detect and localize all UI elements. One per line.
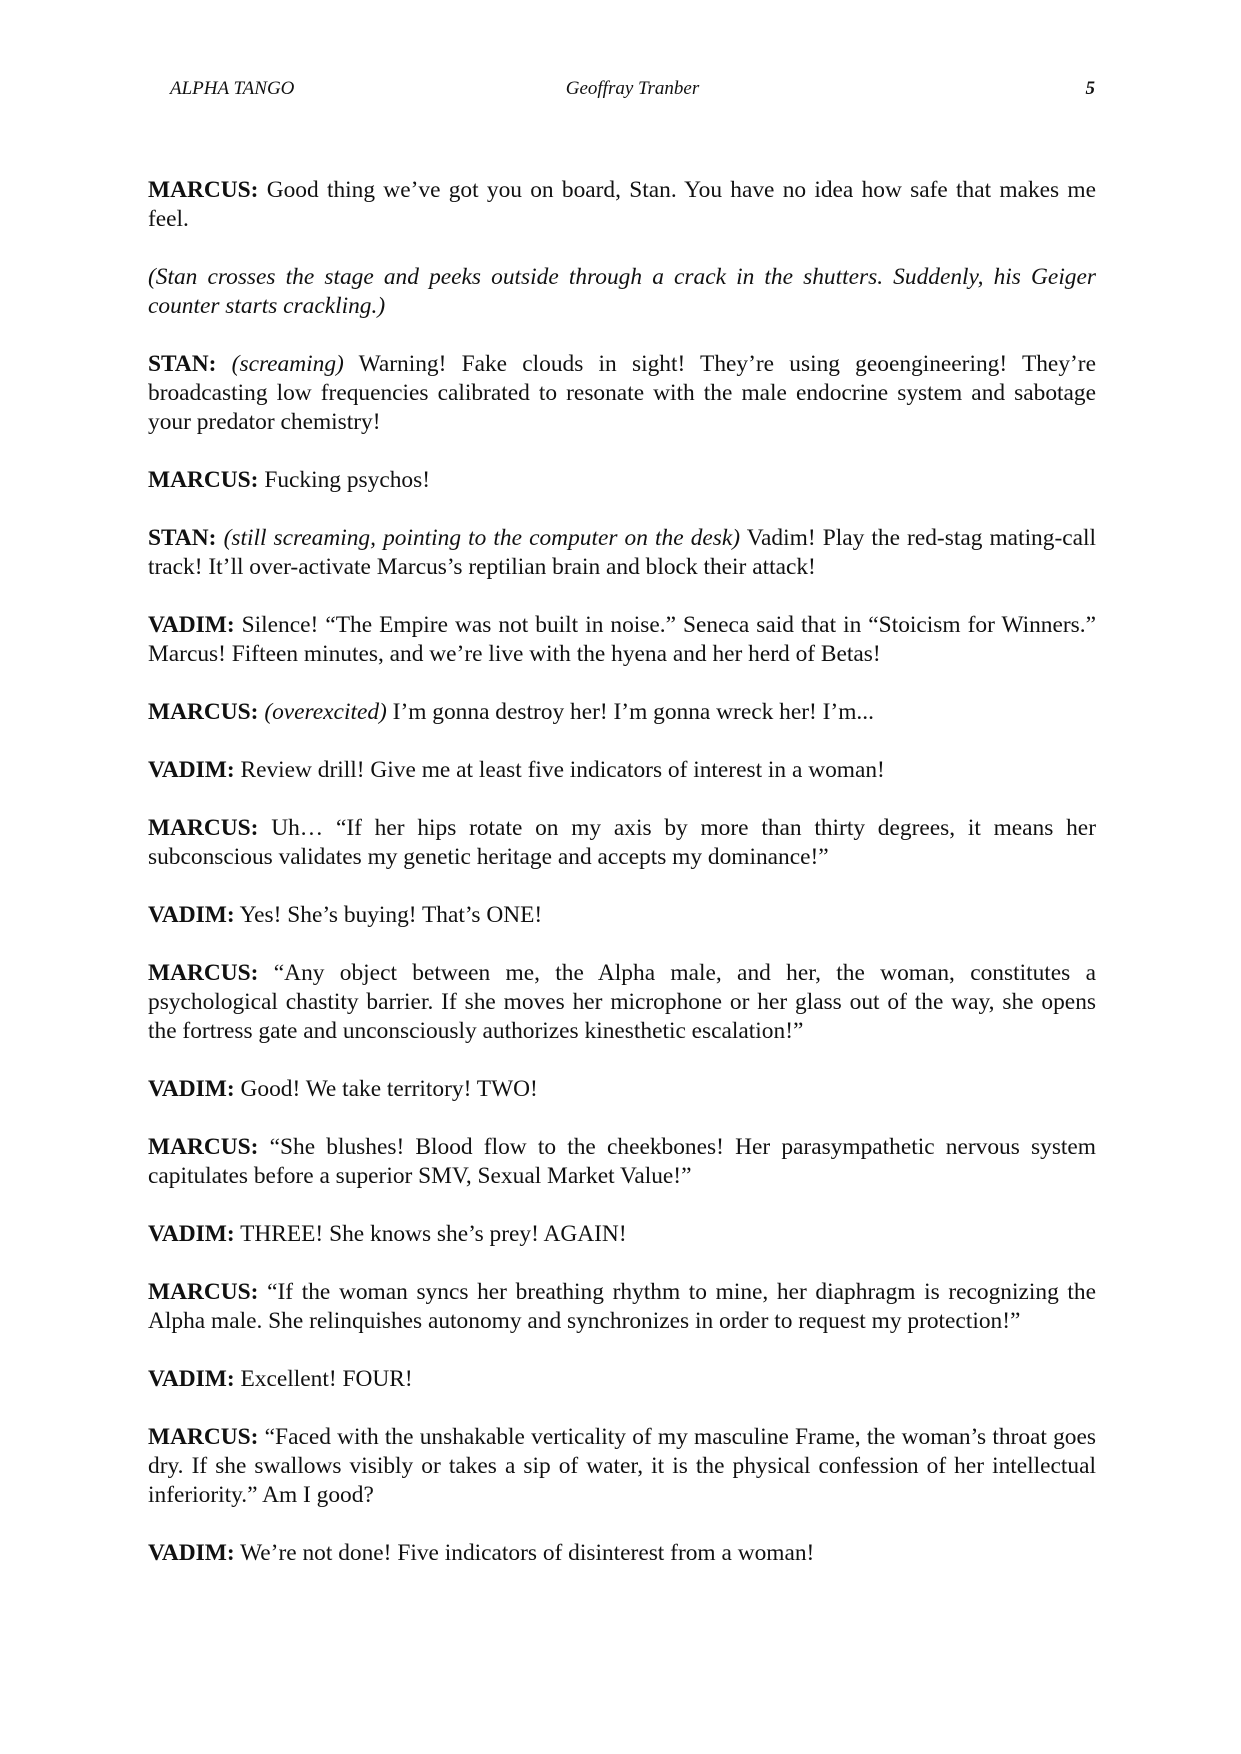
- dialogue-line: [148, 1220, 1096, 1249]
- speaker-name: MARCUS:: [148, 815, 259, 841]
- dialogue-line: [148, 814, 1096, 872]
- dialogue-text: Silence! “The Empire was not built in noise.” Seneca said that in “Stoicism for Winners.” Marcus! Fifteen minutes, and we’re live with the hyena and her herd of Betas!: [148, 612, 1096, 667]
- dialogue-text: “If the woman syncs her breathing rhythm to mine, her diaphragm is recognizing the Alpha male. She relinquishes autonomy and synchronizes in order to request my protection!”: [148, 1279, 1096, 1334]
- dialogue-line: [148, 350, 1096, 437]
- dialogue-line: [148, 1075, 1096, 1104]
- dialogue-line: [148, 611, 1096, 669]
- dialogue-line: [148, 959, 1096, 1046]
- dialogue-text: Excellent! FOUR!: [240, 1366, 413, 1392]
- dialogue-text: “Any object between me, the Alpha male, and her, the woman, constitutes a psychological chastity barrier. If she moves her microphone or her glass out of the way, she opens the fortress gate and unconsciously authorizes kinesthetic escalation!”: [148, 960, 1096, 1044]
- speaker-name: MARCUS:: [148, 1134, 259, 1160]
- parenthetical: (still screaming, pointing to the computer on the desk): [223, 525, 741, 551]
- dialogue-line: [148, 1423, 1096, 1510]
- dialogue-line: [148, 1365, 1096, 1394]
- speaker-name: MARCUS:: [148, 177, 259, 203]
- dialogue-text: THREE! She knows she’s prey! AGAIN!: [240, 1221, 627, 1247]
- page-header: [170, 78, 1095, 106]
- speaker-name: VADIM:: [148, 902, 235, 928]
- dialogue-line: [148, 176, 1096, 234]
- parenthetical: (screaming): [231, 351, 344, 377]
- speaker-name: MARCUS:: [148, 699, 259, 725]
- dialogue-line: [148, 1278, 1096, 1336]
- speaker-name: VADIM:: [148, 757, 235, 783]
- parenthetical: (overexcited): [264, 699, 387, 725]
- play-title: ALPHA TANGO: [170, 78, 295, 99]
- dialogue-text: “She blushes! Blood flow to the cheekbones! Her parasympathetic nervous system capitulates before a superior SMV, Sexual Market Value!”: [148, 1134, 1096, 1189]
- speaker-name: VADIM:: [148, 1076, 235, 1102]
- dialogue-text: Good thing we’ve got you on board, Stan. You have no idea how safe that makes me feel.: [148, 177, 1096, 232]
- dialogue-line: [148, 1133, 1096, 1191]
- speaker-name: VADIM:: [148, 1221, 235, 1247]
- dialogue-text: “Faced with the unshakable verticality of my masculine Frame, the woman’s throat goes dry. If she swallows visibly or takes a sip of water, it is the physical confession of her intellectual inferiority.” Am I good?: [148, 1424, 1096, 1508]
- dialogue-text: We’re not done! Five indicators of disinterest from a woman!: [240, 1540, 815, 1566]
- speaker-name: VADIM:: [148, 1540, 235, 1566]
- dialogue-line: [148, 756, 1096, 785]
- speaker-name: VADIM:: [148, 612, 235, 638]
- dialogue-line: [148, 524, 1096, 582]
- dialogue-text: Review drill! Give me at least five indicators of interest in a woman!: [240, 757, 885, 783]
- dialogue-line: [148, 1539, 1096, 1568]
- dialogue-text: Warning! Fake clouds in sight! They’re using geoengineering! They’re broadcasting low frequencies calibrated to resonate with the male endocrine system and sabotage your predator chemistry!: [148, 351, 1096, 435]
- author-name: Geoffray Tranber: [565, 78, 700, 99]
- dialogue-text: Uh… “If her hips rotate on my axis by more than thirty degrees, it means her subconscious validates my genetic heritage and accepts my dominance!”: [148, 815, 1096, 870]
- speaker-name: STAN:: [148, 525, 217, 551]
- dialogue-text: Fucking psychos!: [264, 467, 430, 493]
- dialogue-text: I’m gonna destroy her! I’m gonna wreck her! I’m...: [392, 699, 874, 725]
- dialogue-line: [148, 466, 1096, 495]
- page-number: 5: [1085, 78, 1095, 99]
- speaker-name: STAN:: [148, 351, 217, 377]
- dialogue-line: [148, 901, 1096, 930]
- speaker-name: VADIM:: [148, 1366, 235, 1392]
- script-body: [148, 176, 1096, 1597]
- dialogue-line: [148, 698, 1096, 727]
- speaker-name: MARCUS:: [148, 467, 259, 493]
- dialogue-text: Yes! She’s buying! That’s ONE!: [239, 902, 543, 928]
- stage-direction: (Stan crosses the stage and peeks outside through a crack in the shutters. Suddenly, his Geiger counter starts crackling.): [148, 264, 1096, 319]
- dialogue-text: Vadim! Play the red-stag mating-call track! It’ll over-activate Marcus’s reptilian brain and block their attack!: [148, 525, 1097, 580]
- speaker-name: MARCUS:: [148, 960, 259, 986]
- speaker-name: MARCUS:: [148, 1424, 259, 1450]
- dialogue-text: Good! We take territory! TWO!: [240, 1076, 538, 1102]
- speaker-name: MARCUS:: [148, 1279, 259, 1305]
